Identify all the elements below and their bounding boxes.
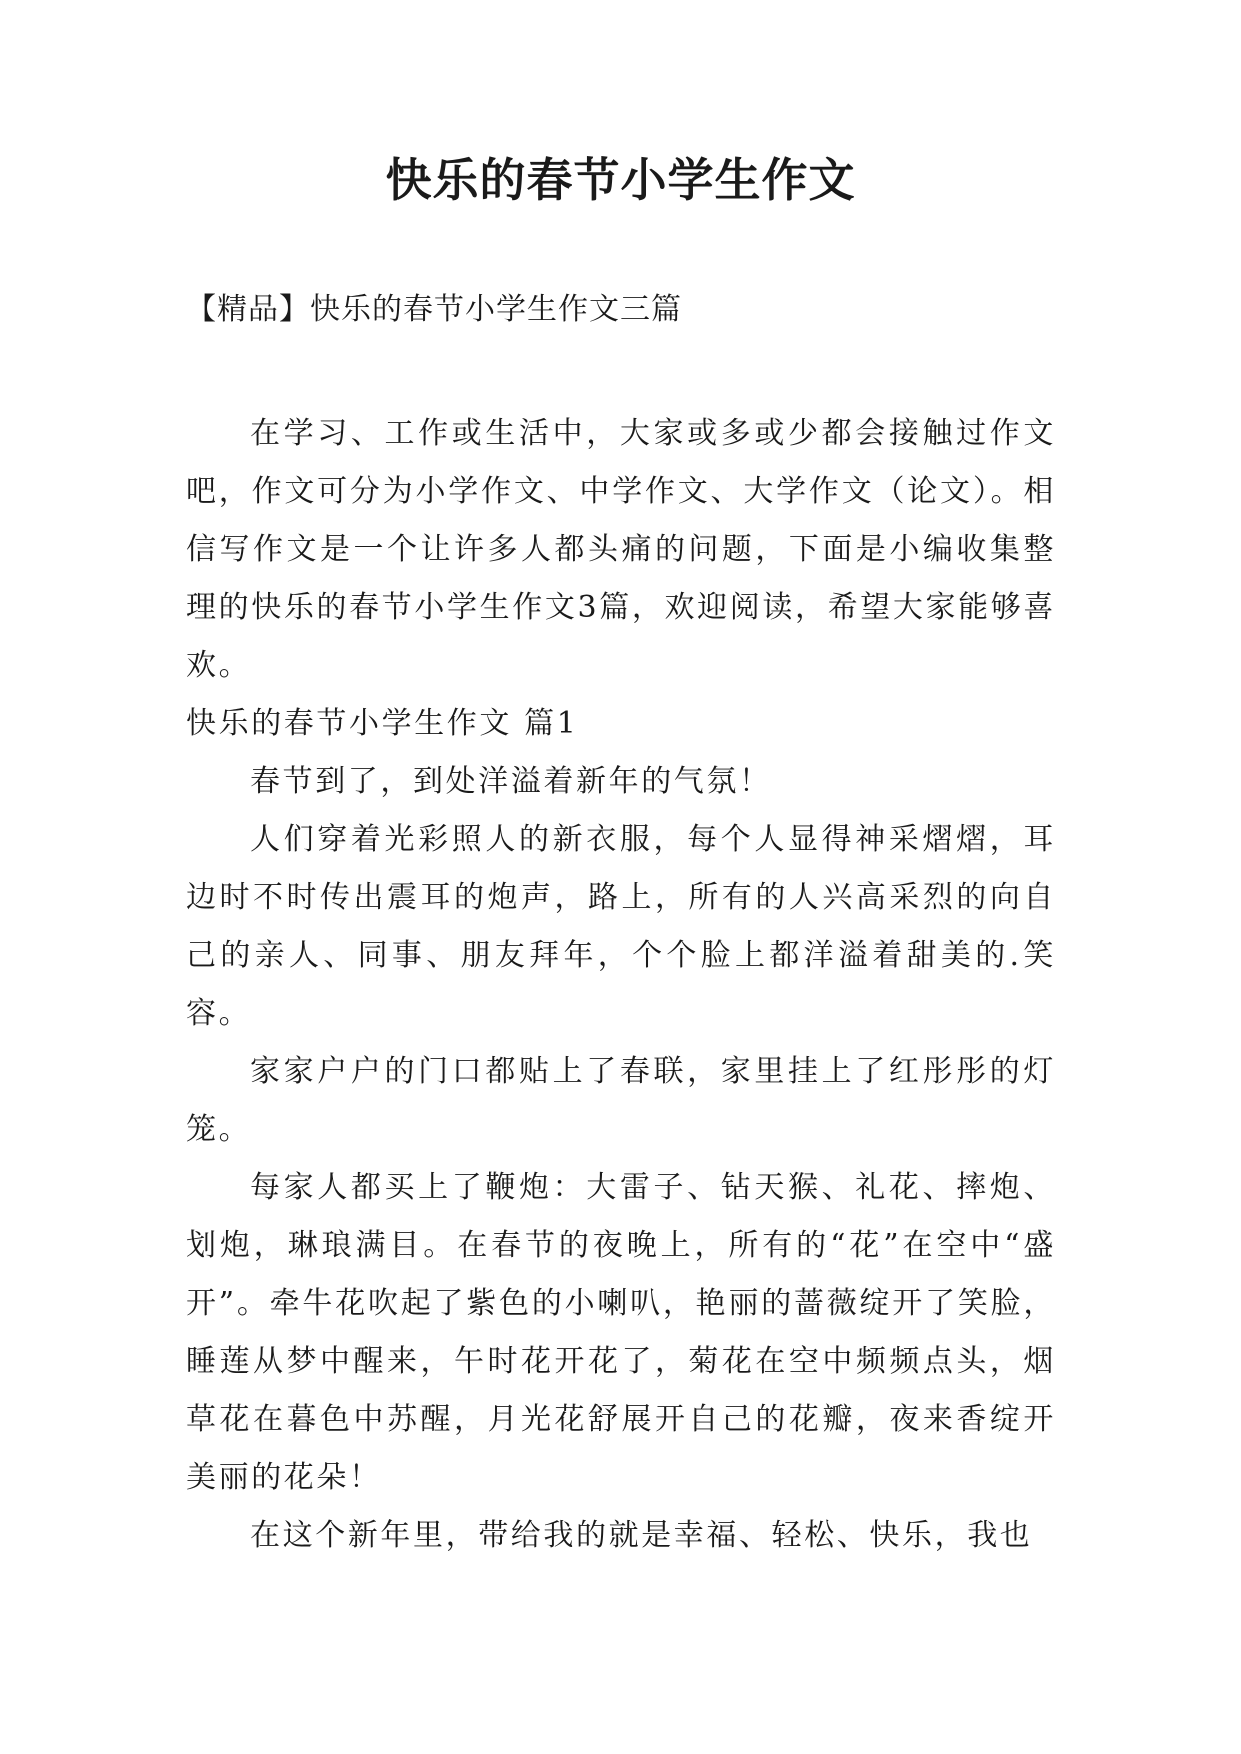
section-heading: 快乐的春节小学生作文 篇1	[186, 706, 579, 741]
intro-paragraph: 在学习、工作或生活中，大家或多或少都会接触过作文吧，作文可分为小学作文、中学作文、大学作文（论文）。相信写作文是一个让许多人都头痛的问题，下面是小编收集整理的快乐的春节小学生作文3篇，欢迎阅读，希望大家能够喜欢。	[186, 416, 1056, 683]
document-body	[186, 405, 1056, 1565]
document-title: 快乐的春节小学生作文	[385, 153, 856, 207]
body-paragraph: 春节到了，到处洋溢着新年的气氛！	[250, 764, 772, 799]
body-paragraph: 家家户户的门口都贴上了春联，家里挂上了红彤彤的灯笼。	[186, 1054, 1056, 1147]
document-subtitle: 【精品】快乐的春节小学生作文三篇	[186, 292, 682, 327]
body-paragraph: 在这个新年里，带给我的就是幸福、轻松、快乐，我也	[250, 1518, 1033, 1553]
body-paragraph: 每家人都买上了鞭炮：大雷子、钻天猴、礼花、摔炮、划炮，琳琅满目。在春节的夜晚上，所有的“花”在空中“盛开”。牵牛花吹起了紫色的小喇叭，艳丽的蔷薇绽开了笑脸，睡莲从梦中醒来，午时花开花了，菊花在空中频频点头，烟草花在暮色中苏醒，月光花舒展开自己的花瓣，夜来香绽开美丽的花朵！	[186, 1170, 1056, 1495]
body-paragraph: 人们穿着光彩照人的新衣服，每个人显得神采熠熠，耳边时不时传出震耳的炮声，路上，所有的人兴高采烈的向自己的亲人、同事、朋友拜年，个个脸上都洋溢着甜美的.笑容。	[186, 822, 1056, 1031]
